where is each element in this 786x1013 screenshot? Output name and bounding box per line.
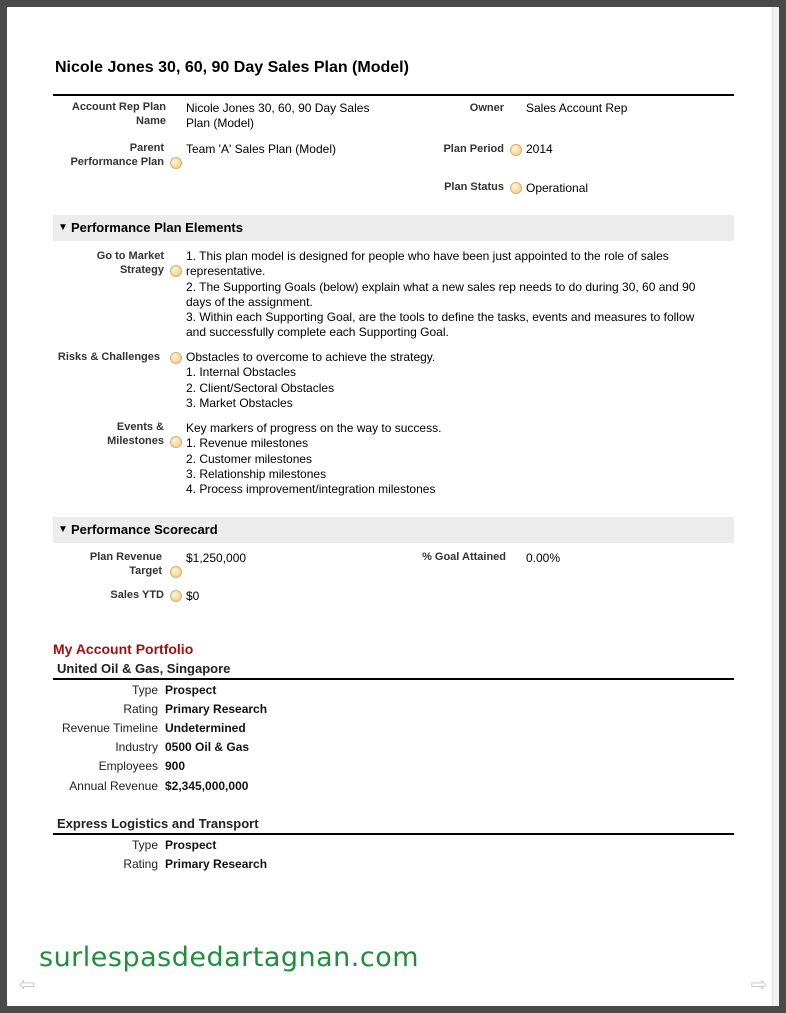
text-line: 3. Relationship milestones xyxy=(186,466,327,481)
account-field-label: Industry xyxy=(115,740,158,754)
label-line: Go to Market xyxy=(96,250,164,262)
label-line: Parent xyxy=(129,142,164,154)
text-line: 1. This plan model is designed for people who have been just appointed to the role of sales xyxy=(186,249,669,263)
owner-value: Sales Account Rep xyxy=(526,101,628,115)
account-field-value: 900 xyxy=(165,759,186,773)
help-bubble-icon[interactable] xyxy=(170,566,182,578)
text-line: Key markers of progress on the way to success. xyxy=(186,421,442,435)
account-field-value: Primary Research xyxy=(165,857,268,871)
text-line: 2. Customer milestones xyxy=(186,451,313,466)
text-line: 2. Client/Sectoral Obstacles xyxy=(186,380,335,395)
plan-status-value: Operational xyxy=(526,181,589,195)
text-line: representative. xyxy=(186,264,266,279)
document-page xyxy=(7,7,779,1006)
account-field-value: $2,345,000,000 xyxy=(165,779,249,793)
plan-period-value: 2014 xyxy=(526,142,553,156)
help-bubble-icon[interactable] xyxy=(170,265,182,277)
events-milestones-value xyxy=(186,421,441,497)
account-field-label: Type xyxy=(131,683,158,697)
plan-period-label: Plan Period xyxy=(443,143,504,155)
account-field-label: Rating xyxy=(123,702,158,716)
text-line: 2. The Supporting Goals (below) explain what a new sales rep needs to do during 30, 60 and 90 xyxy=(186,279,696,294)
scrollbar[interactable] xyxy=(772,7,779,1006)
sales-ytd-value: $0 xyxy=(186,589,200,603)
label-line: Target xyxy=(129,565,162,577)
go-to-market-label xyxy=(53,249,164,277)
text-line: 3. Market Obstacles xyxy=(186,395,293,410)
triangle-down-icon[interactable]: ▼ xyxy=(58,222,68,233)
text-line: 1. Internal Obstacles xyxy=(186,365,297,380)
risks-label: Risks & Challenges xyxy=(57,351,160,363)
plan-status-label: Plan Status xyxy=(444,181,504,193)
value-line: Plan (Model) xyxy=(186,116,255,131)
goal-attained-label: % Goal Attained xyxy=(422,551,506,563)
text-line: 3. Within each Supporting Goal, are the tools to define the tasks, events and measures to follow xyxy=(186,310,695,325)
label-line: Name xyxy=(136,115,166,127)
parent-plan-value: Team 'A' Sales Plan (Model) xyxy=(186,142,336,156)
title-divider xyxy=(53,94,734,96)
help-bubble-icon[interactable] xyxy=(170,352,182,364)
account-field-value: Primary Research xyxy=(165,702,268,716)
account-name[interactable]: United Oil & Gas, Singapore xyxy=(57,661,231,676)
text-line: and successfully complete each Supporting Goal. xyxy=(186,325,449,340)
label-line: Account Rep Plan xyxy=(71,101,166,113)
text-line: 4. Process improvement/integration milestones xyxy=(186,482,436,497)
risks-value xyxy=(186,350,435,411)
owner-label: Owner xyxy=(469,102,504,114)
plan-revenue-target-value: $1,250,000 xyxy=(186,551,247,565)
go-to-market-value xyxy=(186,249,726,341)
account-field-label: Type xyxy=(131,838,158,852)
label-line: Plan Revenue xyxy=(89,551,162,563)
help-bubble-icon[interactable] xyxy=(170,436,182,448)
label-line: Performance Plan xyxy=(70,156,164,168)
label-line: Milestones xyxy=(107,435,164,447)
sales-ytd-label: Sales YTD xyxy=(110,589,164,601)
text-line: Obstacles to overcome to achieve the strategy. xyxy=(186,350,436,364)
portfolio-heading: My Account Portfolio xyxy=(53,641,194,657)
account-field-label: Annual Revenue xyxy=(69,779,158,793)
arrow-right-icon[interactable]: ⇨ xyxy=(750,974,768,996)
value-line: Nicole Jones 30, 60, 90 Day Sales xyxy=(186,101,370,115)
text-line: days of the assignment. xyxy=(186,294,313,309)
account-field-label: Rating xyxy=(123,857,158,871)
text-line: 1. Revenue milestones xyxy=(186,436,309,451)
section-performance-scorecard[interactable] xyxy=(53,517,734,543)
account-rep-plan-value xyxy=(186,101,369,132)
section-performance-plan-elements[interactable] xyxy=(53,215,734,241)
account-rep-plan-label xyxy=(53,100,166,128)
account-field-value: 0500 Oil & Gas xyxy=(165,740,250,754)
account-field-label: Employees xyxy=(98,759,158,773)
help-bubble-icon[interactable] xyxy=(510,182,522,194)
account-field-value: Undetermined xyxy=(165,721,246,735)
account-divider xyxy=(53,678,734,680)
watermark: surlespasdedartagnan.com xyxy=(39,942,420,973)
account-name[interactable]: Express Logistics and Transport xyxy=(57,816,259,831)
account-field-label: Revenue Timeline xyxy=(61,721,158,735)
label-line: Events & xyxy=(116,421,164,433)
help-bubble-icon[interactable] xyxy=(170,157,182,169)
triangle-down-icon[interactable]: ▼ xyxy=(58,524,68,535)
help-bubble-icon[interactable] xyxy=(170,590,182,602)
section-heading: Performance Plan Elements xyxy=(71,220,243,235)
label-line: Strategy xyxy=(119,264,164,276)
account-field-value: Prospect xyxy=(165,838,217,852)
account-divider xyxy=(53,833,734,835)
help-bubble-icon[interactable] xyxy=(510,144,522,156)
section-heading: Performance Scorecard xyxy=(71,522,218,537)
plan-revenue-target-label xyxy=(53,550,162,578)
page-title: Nicole Jones 30, 60, 90 Day Sales Plan (Model) xyxy=(55,59,409,76)
parent-plan-label xyxy=(53,141,164,169)
goal-attained-value: 0.00% xyxy=(526,551,561,565)
arrow-left-icon[interactable]: ⇦ xyxy=(18,974,36,996)
events-milestones-label xyxy=(53,420,164,448)
account-field-value: Prospect xyxy=(165,683,217,697)
